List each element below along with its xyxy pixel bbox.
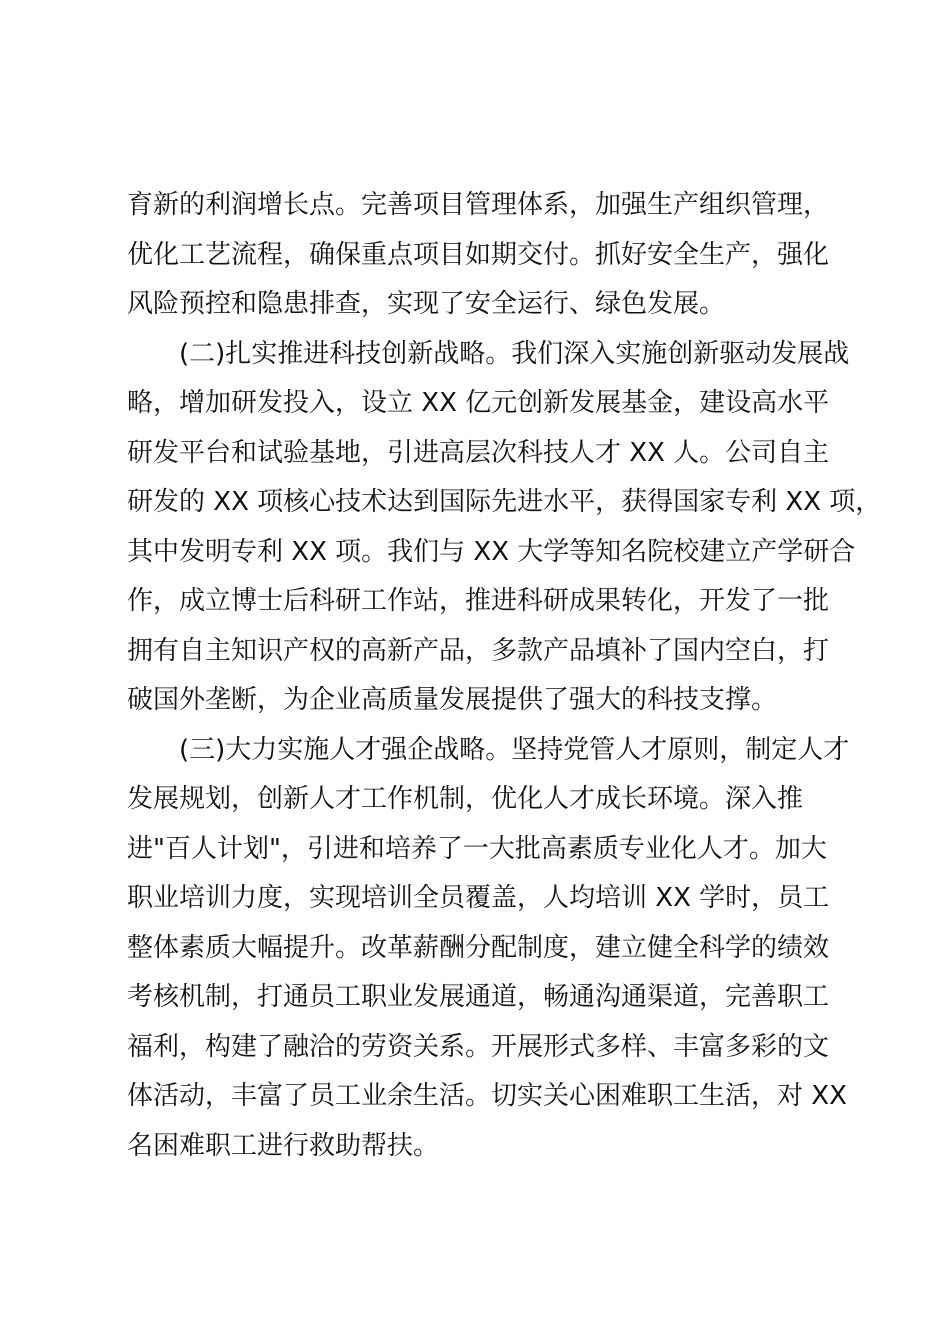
text-line: 职业培训力度，实现培训全员覆盖，人均培训 XX 学时，员工 — [127, 883, 830, 913]
text-line: 优化工艺流程，确保重点项目如期交付。抓好安全生产，强化 — [127, 239, 830, 270]
section-two-heading-line: (二)扎实推进科技创新战略。我们深入实施创新驱动发展战 — [179, 338, 850, 369]
text-line: 拥有自主知识产权的高新产品，多款产品填补了国内空白，打 — [127, 635, 830, 666]
text-line: 考核机制，打通员工职业发展通道，畅通沟通渠道，完善职工 — [127, 982, 830, 1012]
text-line: 风险预控和隐患排查，实现了安全运行、绿色发展。 — [127, 289, 726, 319]
text-line: 福利，构建了融洽的劳资关系。开展形式多样、丰富多彩的文 — [127, 1031, 830, 1062]
text-line: 发展规划，创新人才工作机制，优化人才成长环境。深入推 — [127, 784, 804, 814]
text-line: 略，增加研发投入，设立 XX 亿元创新发展基金，建设高水平 — [127, 388, 830, 418]
body-text — [127, 181, 882, 1171]
text-line: 破国外垄断，为企业高质量发展提供了强大的科技支撑。 — [127, 685, 778, 715]
section-three-heading-line: (三)大力实施人才强企战略。坚持党管人才原则，制定人才 — [179, 734, 850, 765]
text-line: 体活动，丰富了员工业余生活。切实关心困难职工生活，对 XX — [127, 1081, 847, 1111]
text-line: 研发平台和试验基地，引进高层次科技人才 XX 人。公司自主 — [127, 437, 830, 468]
text-line: 作，成立博士后科研工作站，推进科研成果转化，开发了一批 — [127, 586, 830, 616]
text-line: 研发的 XX 项核心技术达到国际先进水平，获得国家专利 XX 项， — [127, 487, 882, 517]
text-line: 名困难职工进行救助帮扶。 — [127, 1130, 440, 1161]
text-line: 育新的利润增长点。完善项目管理体系，加强生产组织管理， — [127, 190, 830, 220]
text-line: 其中发明专利 XX 项。我们与 XX 大学等知名院校建立产学研合 — [127, 536, 856, 567]
text-line: 进"百人计划"，引进和培养了一大批高素质专业化人才。加大 — [127, 833, 827, 864]
text-line: 整体素质大幅提升。改革薪酬分配制度，建立健全科学的绩效 — [127, 932, 830, 963]
